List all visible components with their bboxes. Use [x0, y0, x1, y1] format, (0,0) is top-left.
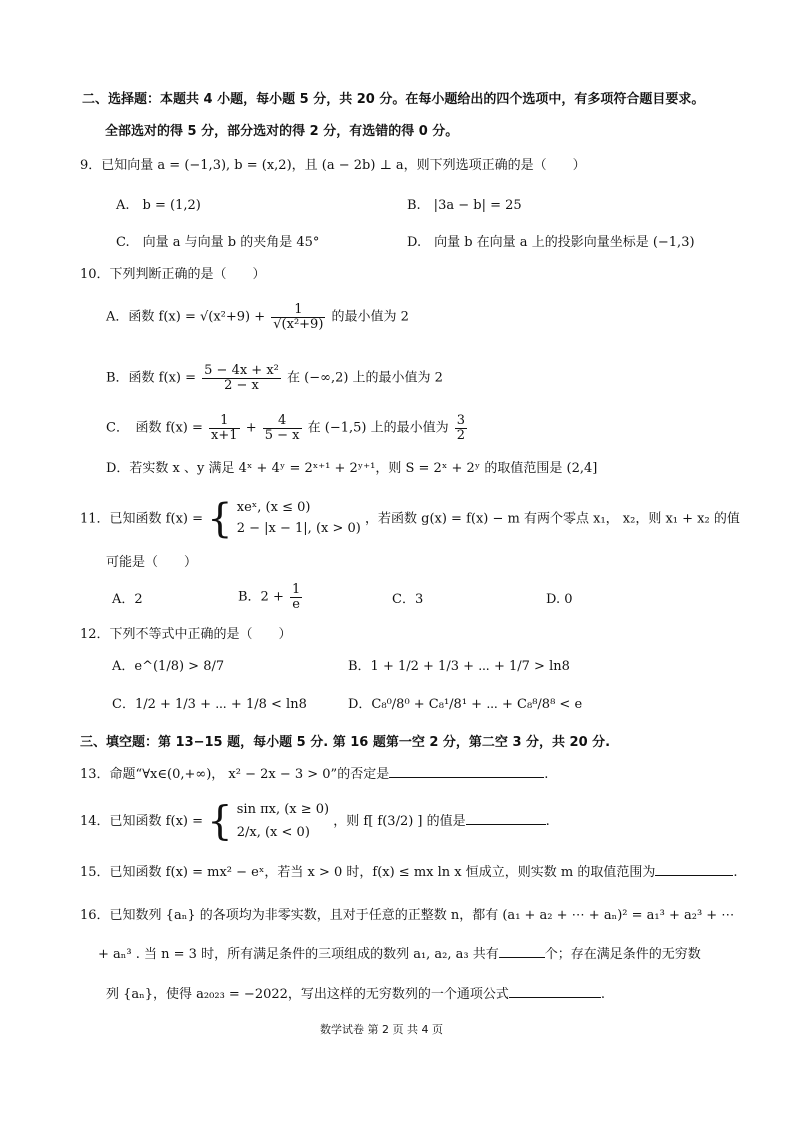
q10-c-frac1-den: x+1 [211, 427, 238, 443]
q14-case-2: 2/x, (x < 0) [236, 825, 310, 841]
q16-answer-blank-2[interactable] [509, 996, 601, 998]
q16-answer-blank-1[interactable] [499, 956, 545, 958]
q16-line2b: 个；存在满足条件的无穷数 [544, 947, 701, 962]
q10-b-fraction [202, 364, 281, 392]
q10-c-pre: C． 函数 f(x) = [106, 420, 203, 436]
q10-c-fraction-1 [209, 414, 240, 442]
q9-number: 9． [80, 158, 102, 173]
q11-stem-line2: 可能是（ ） [106, 555, 198, 570]
section-2-heading-line2: 全部选对的得 5 分，部分选对的得 2 分，有选错的得 0 分。 [105, 124, 459, 139]
q12-option-c: C．1/2 + 1/3 + ⋯ + 1/8 < ln8 [112, 697, 307, 712]
q10-number: 10． [80, 267, 110, 282]
q11-option-a: A．2 [112, 592, 143, 607]
q11-option-d: D. 0 [546, 592, 573, 607]
q10-option-b [106, 364, 443, 392]
q12-option-a: A．e^(1/8) > 8/7 [112, 659, 225, 674]
q9-option-d: D. 向量 b 在向量 a 上的投影向量坐标是 (−1,3) [407, 235, 695, 250]
q10-a-post: 的最小值为 2 [331, 309, 409, 325]
q16 [80, 909, 734, 922]
q10-c-fraction-3 [455, 414, 467, 442]
q9-stem: 已知向量 a = (−1,3), b = (x,2)，且 (a − 2b) ⊥ a，则下列选项正确的是（ ） [101, 158, 586, 173]
q16-line3 [106, 988, 605, 1001]
q16-line1: 已知数列 {aₙ} 的各项均为非零实数，且对于任意的正整数 n，都有 (a₁ + a₂ + ⋯ + aₙ)² = a₁³ + a₂³ + ⋯ [109, 908, 735, 923]
q10-a-fraction [271, 303, 325, 331]
q11-b-frac-den: e [292, 596, 300, 612]
q11-case-1: xeˣ, (x ≤ 0) [236, 500, 311, 515]
q9 [80, 159, 586, 172]
q10-a-frac-den: √(x²+9) [273, 316, 324, 332]
q14-number: 14． [80, 813, 110, 829]
q9-option-a: A. b = (1,2) [116, 198, 201, 213]
q10-option-d: D．若实数 x 、y 满足 4ˣ + 4ʸ = 2ˣ⁺¹ + 2ʸ⁺¹，则 S = 2ˣ + 2ʸ 的取值范围是 (2,4] [106, 461, 598, 476]
q14 [80, 798, 550, 845]
q13-text: 命题“∀x∈(0,+∞)， x² − 2x − 3 > 0”的否定是 [109, 767, 390, 782]
q11-number: 11． [80, 511, 110, 527]
q12-option-d: D．C₈⁰/8⁰ + C₈¹/8¹ + ⋯ + C₈⁸/8⁸ < e [348, 697, 583, 712]
q14-cases [237, 798, 329, 845]
q13-end: . [544, 767, 549, 782]
q12-number: 12． [80, 627, 110, 642]
page-footer: 数学试卷 第 2 页 共 4 页 [320, 1023, 443, 1036]
q10-option-a [106, 303, 409, 331]
q16-line2 [98, 948, 701, 961]
q11-option-b [238, 583, 304, 611]
q10-c-plus: + [245, 420, 257, 436]
q10-c-frac1-num: 1 [209, 414, 240, 429]
q14-end: . [545, 813, 550, 829]
q11-stem-post: ，若函数 g(x) = f(x) − m 有两个零点 x₁， x₂，则 x₁ + x₂ 的值 [365, 511, 740, 527]
q14-brace: { [207, 798, 233, 845]
q10-c-fraction-2 [263, 414, 302, 442]
q14-answer-blank[interactable] [466, 823, 546, 825]
q10-a-pre: A．函数 f(x) = √(x²+9) + [106, 309, 266, 325]
section-3-heading: 三、填空题：第 13−15 题，每小题 5 分. 第 16 题第一空 2 分，第二空 3 分，共 20 分. [80, 735, 611, 750]
q13-answer-blank[interactable] [389, 776, 544, 778]
q16-number: 16． [80, 908, 110, 923]
q11-brace: { [207, 495, 233, 542]
q11-b-pre: B．2 + [238, 589, 284, 605]
q9-option-c: C. 向量 a 与向量 b 的夹角是 45° [116, 235, 320, 250]
q10-c-mid: 在 (−1,5) 上的最小值为 [307, 420, 449, 436]
q12-stem: 下列不等式中正确的是（ ） [109, 627, 292, 642]
q15 [80, 866, 737, 879]
q10-b-pre: B．函数 f(x) = [106, 370, 196, 386]
q10-c-frac3-num: 3 [456, 413, 466, 428]
q15-number: 15． [80, 865, 110, 880]
q10-b-frac-num: 5 − 4x + x² [204, 363, 279, 378]
q15-end: . [733, 865, 738, 880]
q10-b-post: 在 (−∞,2) 上的最小值为 2 [287, 370, 443, 386]
q10-stem: 下列判断正确的是（ ） [109, 267, 266, 282]
q9-option-b: B. |3a − b| = 25 [407, 198, 522, 213]
q16-line2a: + aₙ³ . 当 n = 3 时，所有满足条件的三项组成的数列 a₁, a₂, a₃ 共有 [98, 947, 499, 962]
q10-c-frac2-den: 5 − x [264, 427, 300, 443]
q14-case-1: sin πx, (x ≥ 0) [236, 802, 330, 817]
q15-text: 已知函数 f(x) = mx² − eˣ，若当 x > 0 时，f(x) ≤ mx ln x 恒成立，则实数 m 的取值范围为 [109, 865, 656, 880]
q16-line3a: 列 {aₙ}，使得 a₂₀₂₃ = −2022，写出这样的无穷数列的一个通项公式 [106, 987, 509, 1002]
q10-option-c [106, 414, 469, 442]
q13 [80, 768, 548, 781]
q10 [80, 268, 266, 281]
q14-post: ，则 f[ f(3/2) ] 的值是 [333, 813, 466, 829]
q11-b-frac-num: 1 [292, 582, 301, 597]
q10-c-frac2-num: 4 [263, 414, 302, 429]
q11-cases [237, 498, 361, 540]
q16-end: . [600, 987, 606, 1002]
q14-pre: 已知函数 f(x) = [109, 813, 203, 829]
q13-number: 13． [80, 767, 110, 782]
q11-case-2: 2 − |x − 1|, (x > 0) [236, 520, 361, 536]
q12-option-b: B．1 + 1/2 + 1/3 + ⋯ + 1/7 > ln8 [348, 659, 570, 674]
q12 [80, 628, 292, 641]
q15-answer-blank[interactable] [655, 874, 733, 876]
q10-b-frac-den: 2 − x [224, 377, 259, 393]
q11-stem-pre: 已知函数 f(x) = [109, 511, 203, 527]
section-2-heading-line1: 二、选择题：本题共 4 小题，每小题 5 分，共 20 分。在每小题给出的四个选项中，有多项符合题目要求。 [82, 92, 705, 107]
q11 [80, 495, 740, 542]
q11-option-c: C．3 [392, 592, 424, 607]
q10-a-frac-num: 1 [271, 303, 325, 318]
q10-c-frac3-den: 2 [456, 427, 466, 443]
q11-b-fraction [290, 583, 302, 611]
